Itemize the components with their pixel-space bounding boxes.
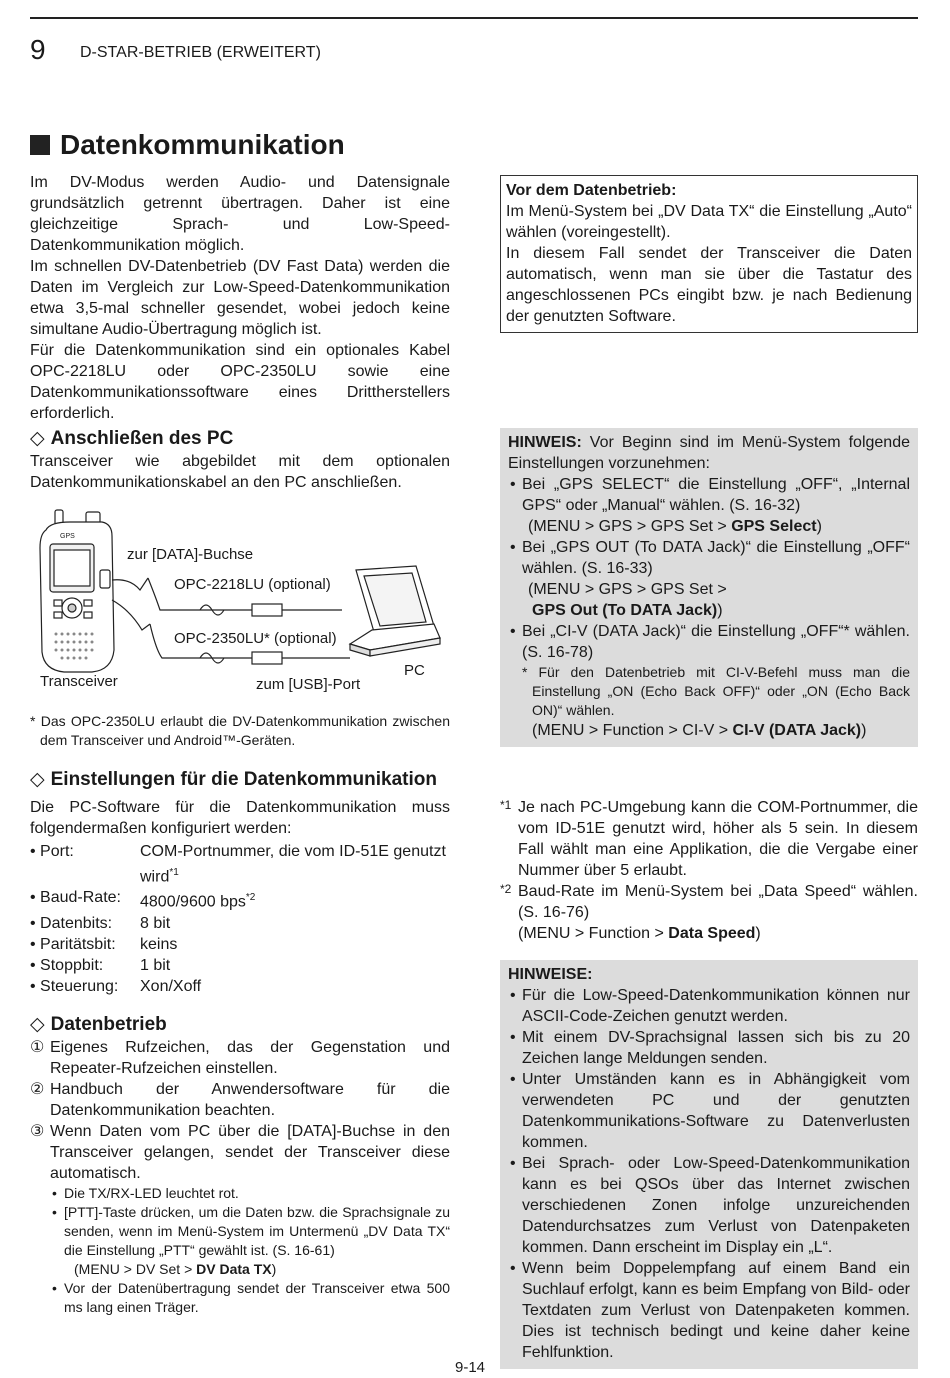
connect-text: Transceiver wie abgebildet mit dem optionalen Datenkommunikationskabel an den PC anschließen. (30, 453, 450, 491)
hinweise-item: • Mit einem DV-Sprachsignal lassen sich bis zu 20 Zeichen lange Meldungen senden. (508, 1027, 910, 1069)
footnote-2: *2 Baud-Rate im Menü-System bei „Data Speed“ wählen. (S. 16-76) (MENU > Function > Data Speed) (500, 882, 918, 942)
hinweise-item: • Bei Sprach- oder Low-Speed-Datenkommunikation kann es bei QSOs über das Internet zwischen verschiedenen Zonen infolge unzureichenden Datendurchsatzes zum Verlust von Datenpaketen kommen. Dann erscheint im Display ein „L“. (508, 1153, 910, 1258)
section-title (30, 128, 345, 162)
hinweis-item: • Bei „GPS SELECT“ die Einstellung „OFF“, „Internal GPS“ oder „Manual“ wählen. (S. 16-32) (MENU > GPS > GPS Set > GPS Select) (508, 474, 910, 537)
label-data-jack: zur [DATA]-Buchse (127, 546, 254, 563)
connection-diagram (30, 500, 450, 700)
setting-key: • Datenbits: (30, 914, 113, 932)
settings-section (30, 768, 490, 792)
page-number: 9-14 (455, 1359, 486, 1376)
operation-section (30, 1013, 450, 1317)
operation-note: • Die TX/RX-LED leuchtet rot. (50, 1184, 450, 1203)
label-usb-port: zum [USB]-Port (256, 676, 361, 693)
operation-notes (30, 1184, 450, 1317)
hinweis-item: • Bei „GPS OUT (To DATA Jack)“ die Einstellung „OFF“ wählen. (S. 16-33) (MENU > GPS > GPS Set > GPS Out (To DATA Jack)) (508, 537, 910, 621)
connect-section (30, 427, 450, 493)
before-operation-box (500, 175, 918, 333)
operation-step: ③ Wenn Daten vom PC über die [DATA]-Buchse in den Transceiver gelangen, sendet der Transceiver diese automatisch. (30, 1123, 450, 1182)
setting-value: Xon/Xoff (140, 977, 202, 995)
hinweise-label: HINWEISE: (508, 966, 593, 983)
footnote-1: *1 Je nach PC-Umgebung kann die COM-Portnummer, die vom ID-51E genutzt wird, höher als 5 sein. In diesem Fall wählt man eine Applikation, die die Vergabe einer Nummer über 5 erlaubt. (500, 798, 918, 879)
hinweise-item: • Für die Low-Speed-Datenkommunikation können nur ASCII-Code-Zeichen genutzt werden. (508, 985, 910, 1027)
hinweis-box (500, 428, 918, 747)
hinweis-intro: HINWEIS: Vor Beginn sind im Menü-System folgende Einstellungen vorzunehmen: (508, 434, 910, 472)
settings-heading: ◇ Einstellungen für die Datenkommunikation (30, 769, 437, 790)
setting-value: 8 bit (140, 914, 171, 932)
footnotes (500, 797, 918, 944)
header-rule (30, 17, 918, 19)
hinweis-item: • Bei „CI-V (DATA Jack)“ die Einstellung „OFF“* wählen. (S. 16-78) * Für den Datenbetrieb mit CI-V-Befehl muss man die Einstellung „ON (Echo Back OFF)“ oder „ON (Echo Back ON)“ wählen. (MENU > Function > CI-V > CI-V (DATA Jack)) (508, 621, 910, 741)
setting-key: • Port: (30, 843, 74, 860)
label-opc2218: OPC-2218LU (optional) (174, 576, 331, 593)
setting-key: • Steuerung: (30, 977, 119, 995)
settings-text: Die PC-Software für die Datenkommunikation muss folgendermaßen konfiguriert werden: (30, 799, 450, 837)
before-box-text: In diesem Fall sendet der Transceiver die Daten automatisch, wenn man sie über die Tastatur des angeschlossenen PCs eingibt bzw. je nach Bedienung der genutzten Software. (506, 245, 912, 325)
hinweis-subnote: * Für den Datenbetrieb mit CI-V-Befehl muss man die Einstellung „ON (Echo Back OFF)“ oder „ON (Echo Back ON)“ wählen. (522, 664, 910, 718)
label-transceiver: Transceiver (40, 673, 118, 690)
hinweise-list (508, 985, 910, 1363)
transceiver-image (40, 510, 114, 672)
setting-key: • Baud-Rate: (30, 889, 121, 907)
hinweise-box (500, 960, 918, 1369)
hinweise-item: • Unter Umständen kann es in Abhängigkeit vom verwendeten PC und der genutzten Datenkommunikations-Software zu Datenverlusten kommen. (508, 1069, 910, 1153)
diamond-icon: ◇ (30, 428, 45, 449)
operation-note: • Vor der Datenübertragung sendet der Transceiver etwa 500 ms lang einen Träger. (50, 1279, 450, 1317)
operation-note: • [PTT]-Taste drücken, um die Daten bzw. die Sprachsignale zu senden, wenn im Menü-System im Untermenü „DV Data TX“ die Einstellung „PTT“ gewählt ist. (S. 16-61) (MENU > DV Set > DV Data TX) (50, 1203, 450, 1279)
operation-steps (30, 1037, 450, 1184)
setting-value: COM-Portnummer, die vom ID-51E genutzt wird$^{*1}$ (140, 843, 446, 886)
svg-text:GPS: GPS (60, 533, 75, 540)
settings-body (30, 797, 450, 997)
setting-key: • Stoppbit: (30, 956, 104, 974)
before-box-text: Im Menü-System bei „DV Data TX“ die Einstellung „Auto“ wählen (voreingestellt). (506, 203, 912, 241)
chapter-title: D-STAR-BETRIEB (ERWEITERT) (80, 44, 321, 61)
setting-key: • Paritätsbit: (30, 935, 116, 953)
chapter-number: 9 (30, 34, 46, 65)
hinweis-list (508, 474, 910, 741)
settings-table (30, 841, 450, 997)
diamond-icon: ◇ (30, 769, 45, 790)
operation-step: ① Eigenes Rufzeichen, das der Gegenstation und Repeater-Rufzeichen einstellen. (30, 1039, 450, 1077)
square-bullet-icon (30, 135, 50, 155)
laptop-image (350, 566, 440, 656)
label-opc2350: OPC-2350LU* (optional) (174, 630, 337, 647)
section-title-text: Datenkommunikation (60, 129, 345, 160)
operation-step: ② Handbuch der Anwendersoftware für die Datenkommunikation beachten. (30, 1081, 450, 1119)
before-box-title: Vor dem Datenbetrieb: (506, 182, 677, 199)
setting-value: 4800/9600 bps$^{*2}$ (140, 892, 256, 911)
hinweis-menu-path: (MENU > Function > CI-V > CI-V (DATA Jack)) (532, 722, 867, 739)
diagram-note: * Das OPC-2350LU erlaubt die DV-Datenkommunikation zwischen dem Transceiver und Android™-Geräten. (30, 713, 450, 748)
intro-paragraph: Im schnellen DV-Datenbetrieb (DV Fast Data) werden die Daten im Vergleich zur Low-Speed-Datenkommunikation etwa 3,5-mal schneller gesendet, wobei jedoch keine simultane Audio-Übertragung möglich ist. (30, 258, 450, 338)
operation-heading: ◇ Datenbetrieb (30, 1014, 167, 1035)
hinweise-item: • Wenn beim Doppelempfang auf einem Band ein Suchlauf erfolgt, kann es beim Empfang von Bild- oder Textdaten zum Verlust von Datenpaketen kommen. Dies ist technisch bedingt und keine daher keine Fehlfunktion. (508, 1258, 910, 1363)
intro-text (30, 172, 450, 424)
intro-paragraph: Für die Datenkommunikation sind ein optionales Kabel OPC-2218LU oder OPC-2350LU sowie eine Datenkommunikationssoftware eines Drittherstellers erforderlich. (30, 342, 450, 422)
setting-value: keins (140, 935, 178, 953)
diamond-icon: ◇ (30, 1014, 45, 1035)
connect-heading: ◇ Anschließen des PC (30, 428, 234, 449)
intro-paragraph: Im DV-Modus werden Audio- und Datensignale grundsätzlich getrennt übertragen. Daher ist eine gleichzeitige Sprach- und Low-Speed-Datenkommunikation möglich. (30, 174, 450, 254)
label-pc: PC (404, 662, 425, 679)
setting-value: 1 bit (140, 956, 171, 974)
